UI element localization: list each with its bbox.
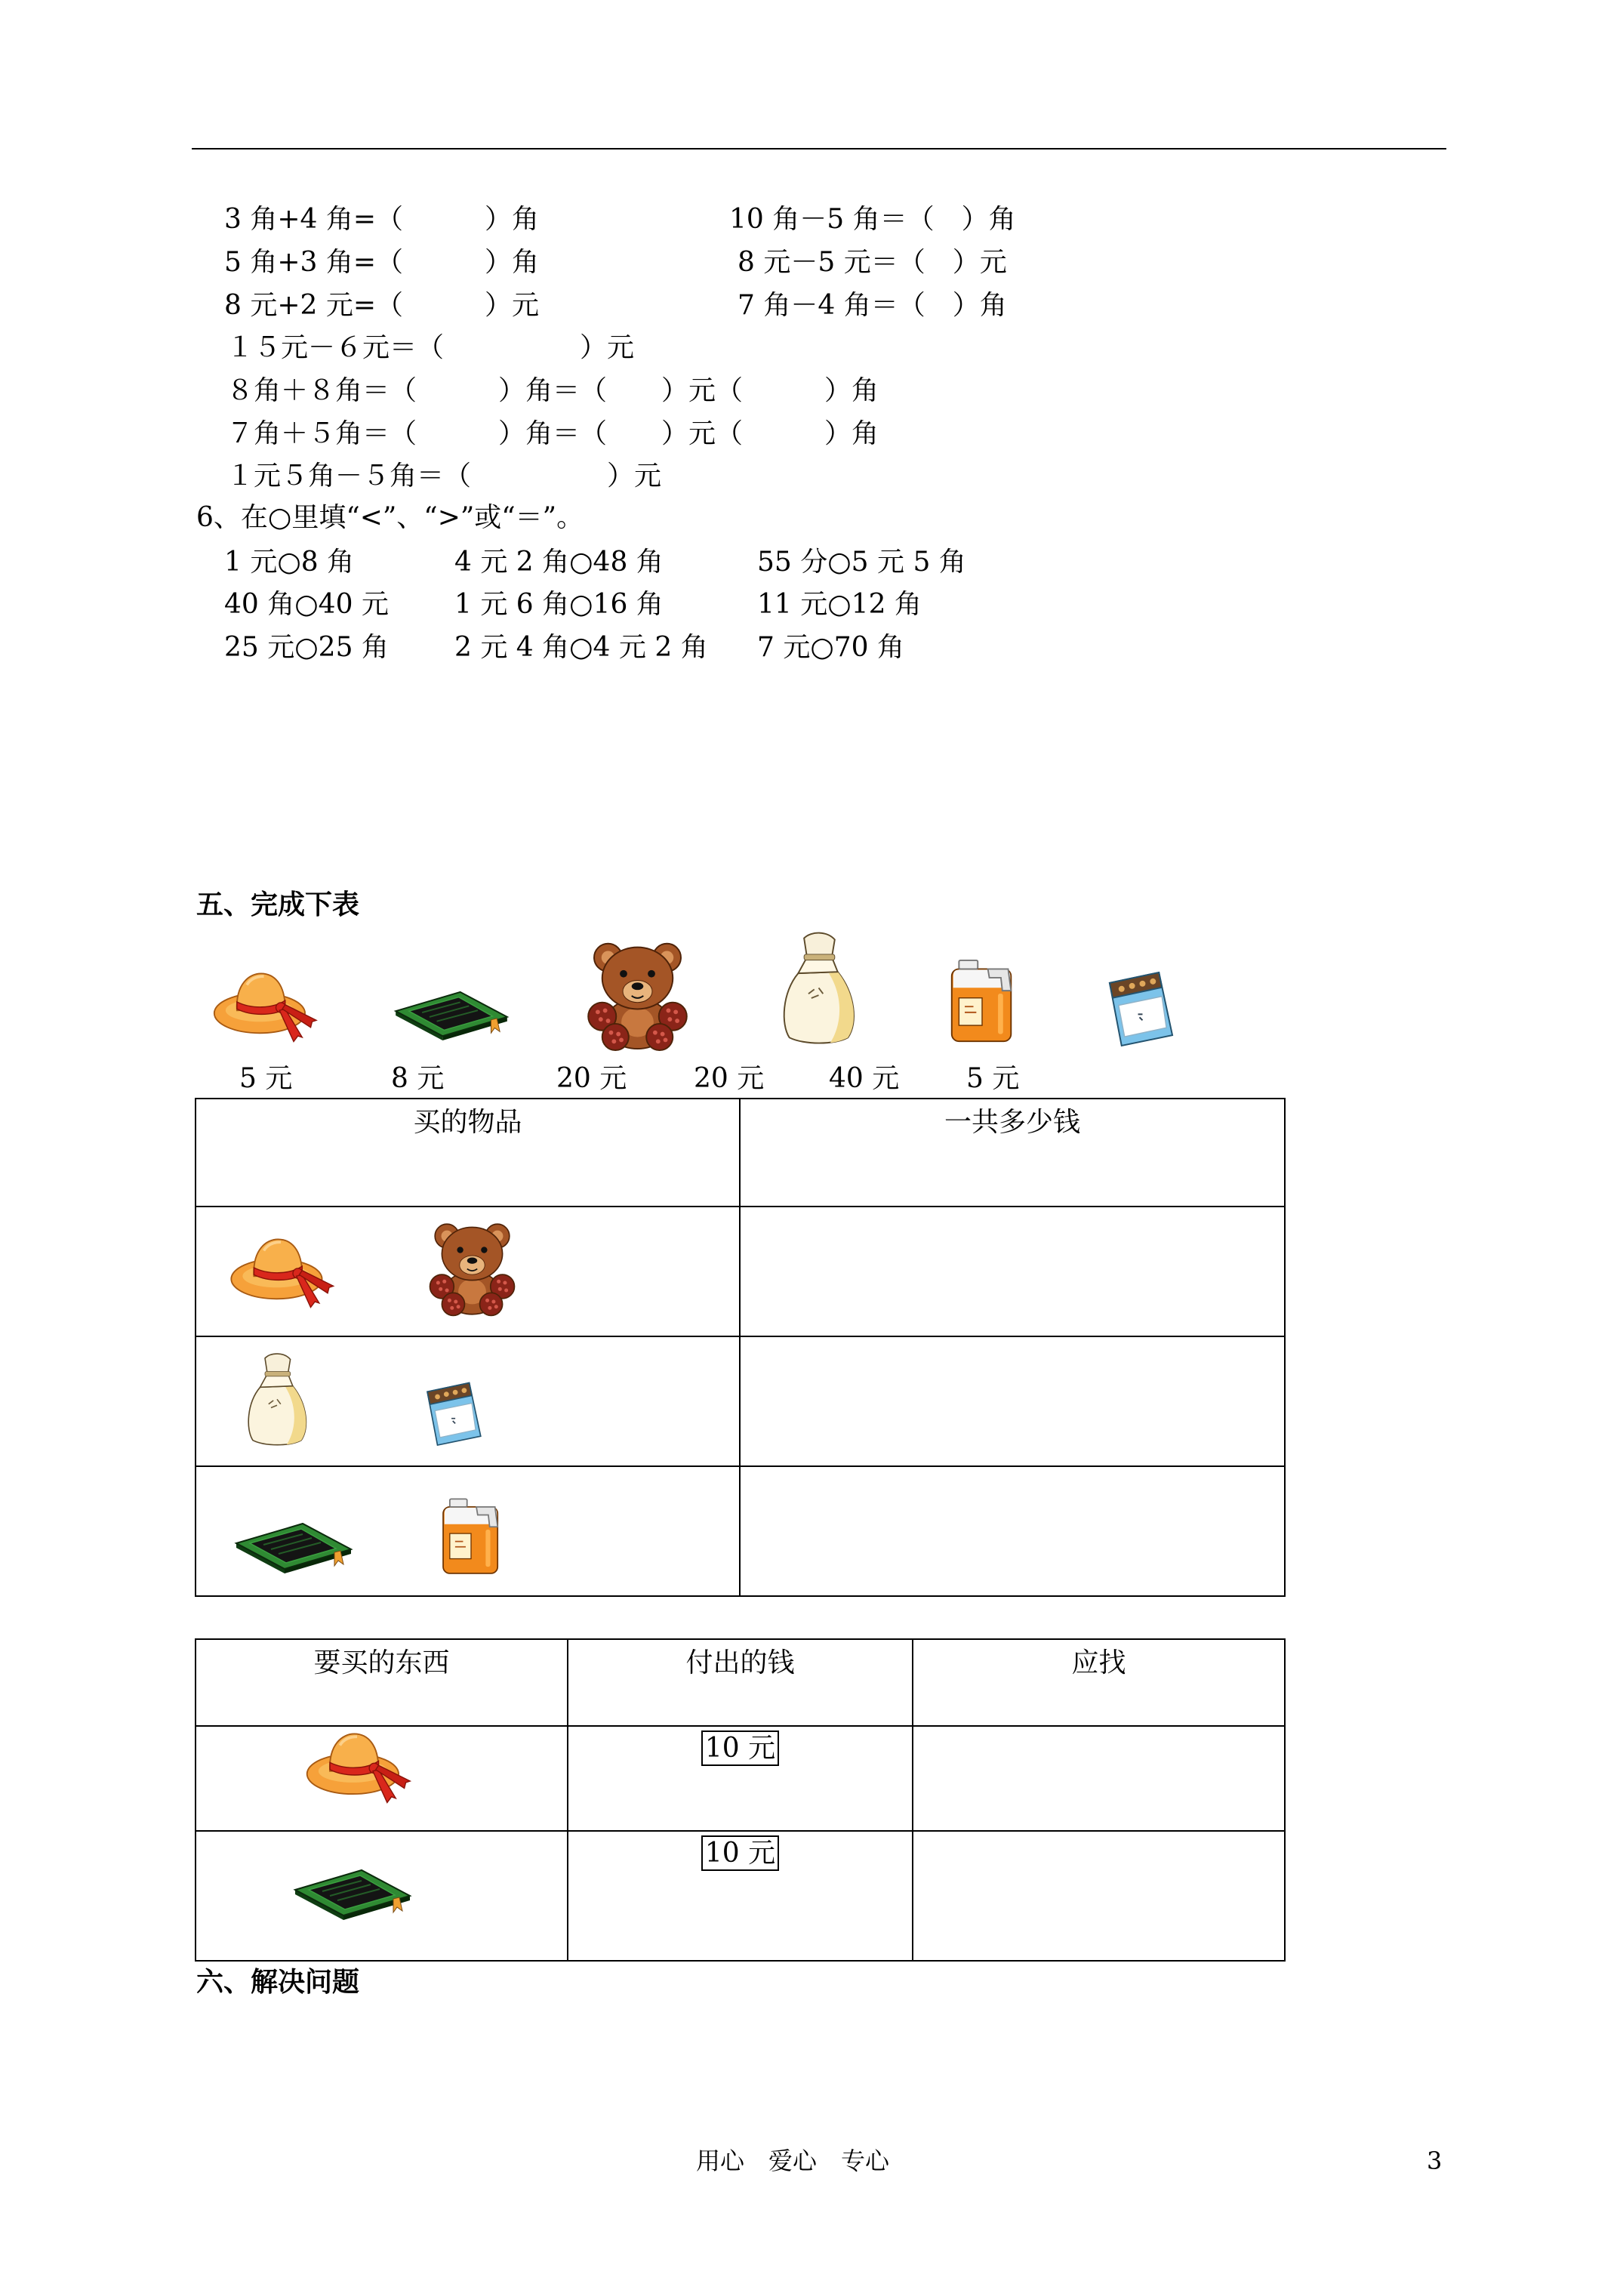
- compare-item: 40 角○40 元: [224, 589, 389, 620]
- hat-icon: [211, 966, 318, 1048]
- jug-icon: [438, 1490, 504, 1583]
- price-label: 8 元: [391, 1063, 445, 1094]
- item-cell: [196, 1727, 568, 1832]
- total-cost-table: [195, 1098, 1286, 1597]
- footer-motto: 用心 爱心 专心: [696, 2147, 890, 2175]
- compare-item: 1 元 6 角○16 角: [454, 589, 664, 620]
- exercise-line: ７角＋５角＝（ ）角＝（ ）元（ ）角: [226, 418, 879, 449]
- compare-item: 11 元○12 角: [757, 589, 922, 620]
- items-cell: [196, 1207, 741, 1337]
- sack-icon: [775, 929, 863, 1045]
- exercise-line: 8 元+2 元=（ ）元: [224, 290, 540, 321]
- total-answer-cell: [741, 1467, 1286, 1597]
- exercise-line: １元５角－５角＝（ ）元: [226, 461, 662, 492]
- sack-icon: [241, 1343, 313, 1454]
- header-label: 付出的钱: [685, 1647, 795, 1678]
- exercise-line: 8 元－5 元＝（ ）元: [738, 247, 1007, 278]
- compare-question-title: 6、在○里填“<”、“>”或“＝”。: [196, 502, 584, 533]
- jug-icon: [946, 959, 1018, 1044]
- change-table: [195, 1638, 1286, 1962]
- compare-item: 7 元○70 角: [757, 632, 905, 663]
- header-money-paid: [568, 1640, 913, 1727]
- paid-cell: [568, 1832, 913, 1962]
- book-icon: [233, 1514, 354, 1580]
- change-answer-cell: [913, 1727, 1286, 1832]
- item-cell: [196, 1832, 568, 1962]
- total-answer-cell: [741, 1207, 1286, 1337]
- price-label: 20 元: [694, 1063, 765, 1094]
- header-total-cost: [741, 1099, 1286, 1207]
- exercise-line: １５元－６元＝（ ）元: [226, 332, 635, 363]
- teddy-bear-icon: [428, 1217, 516, 1318]
- change-answer-cell: [913, 1832, 1286, 1962]
- compare-item: 55 分○5 元 5 角: [757, 547, 966, 578]
- total-answer-cell: [741, 1337, 1286, 1467]
- paid-amount: 10 元: [701, 1835, 779, 1871]
- price-label: 5 元: [239, 1063, 293, 1094]
- exercise-line: 5 角+3 角=（ ）角: [224, 247, 540, 278]
- items-cell: [196, 1337, 741, 1467]
- header-label: 一共多少钱: [944, 1107, 1080, 1138]
- header-items-bought: [196, 1099, 741, 1207]
- section-five-title: 五、完成下表: [196, 889, 360, 920]
- header-rule: [192, 148, 1446, 149]
- teddy-bear-icon: [586, 937, 689, 1051]
- exercise-line: ８角＋８角＝（ ）角＝（ ）元（ ）角: [226, 375, 879, 406]
- box-icon: [423, 1373, 484, 1453]
- items-cell: [196, 1467, 741, 1597]
- section-six-title: 六、解决问题: [196, 1966, 360, 1998]
- price-label: 20 元: [556, 1063, 627, 1094]
- book-icon: [393, 989, 510, 1040]
- price-label: 40 元: [829, 1063, 900, 1094]
- header-change-due: [913, 1640, 1286, 1727]
- exercise-line: 10 角－5 角＝（ ）角: [729, 204, 1016, 235]
- hat-icon: [224, 1232, 339, 1314]
- header-label: 应找: [1071, 1647, 1126, 1678]
- paid-cell: [568, 1727, 913, 1832]
- compare-item: 1 元○8 角: [224, 547, 355, 578]
- hat-icon: [300, 1727, 416, 1809]
- compare-item: 25 元○25 角: [224, 632, 389, 663]
- price-label: 5 元: [966, 1063, 1020, 1094]
- header-item-to-buy: [196, 1640, 568, 1727]
- compare-item: 4 元 2 角○48 角: [454, 547, 664, 578]
- header-label: 要买的东西: [313, 1647, 450, 1678]
- book-icon: [292, 1852, 413, 1935]
- box-icon: [1105, 968, 1176, 1048]
- exercise-line: 3 角+4 角=（ ）角: [224, 204, 540, 235]
- header-label: 买的物品: [413, 1107, 522, 1138]
- paid-amount: 10 元: [701, 1730, 779, 1766]
- exercise-line: 7 角－4 角＝（ ）角: [738, 290, 1007, 321]
- compare-item: 2 元 4 角○4 元 2 角: [454, 632, 708, 663]
- page-number: 3: [1427, 2147, 1443, 2175]
